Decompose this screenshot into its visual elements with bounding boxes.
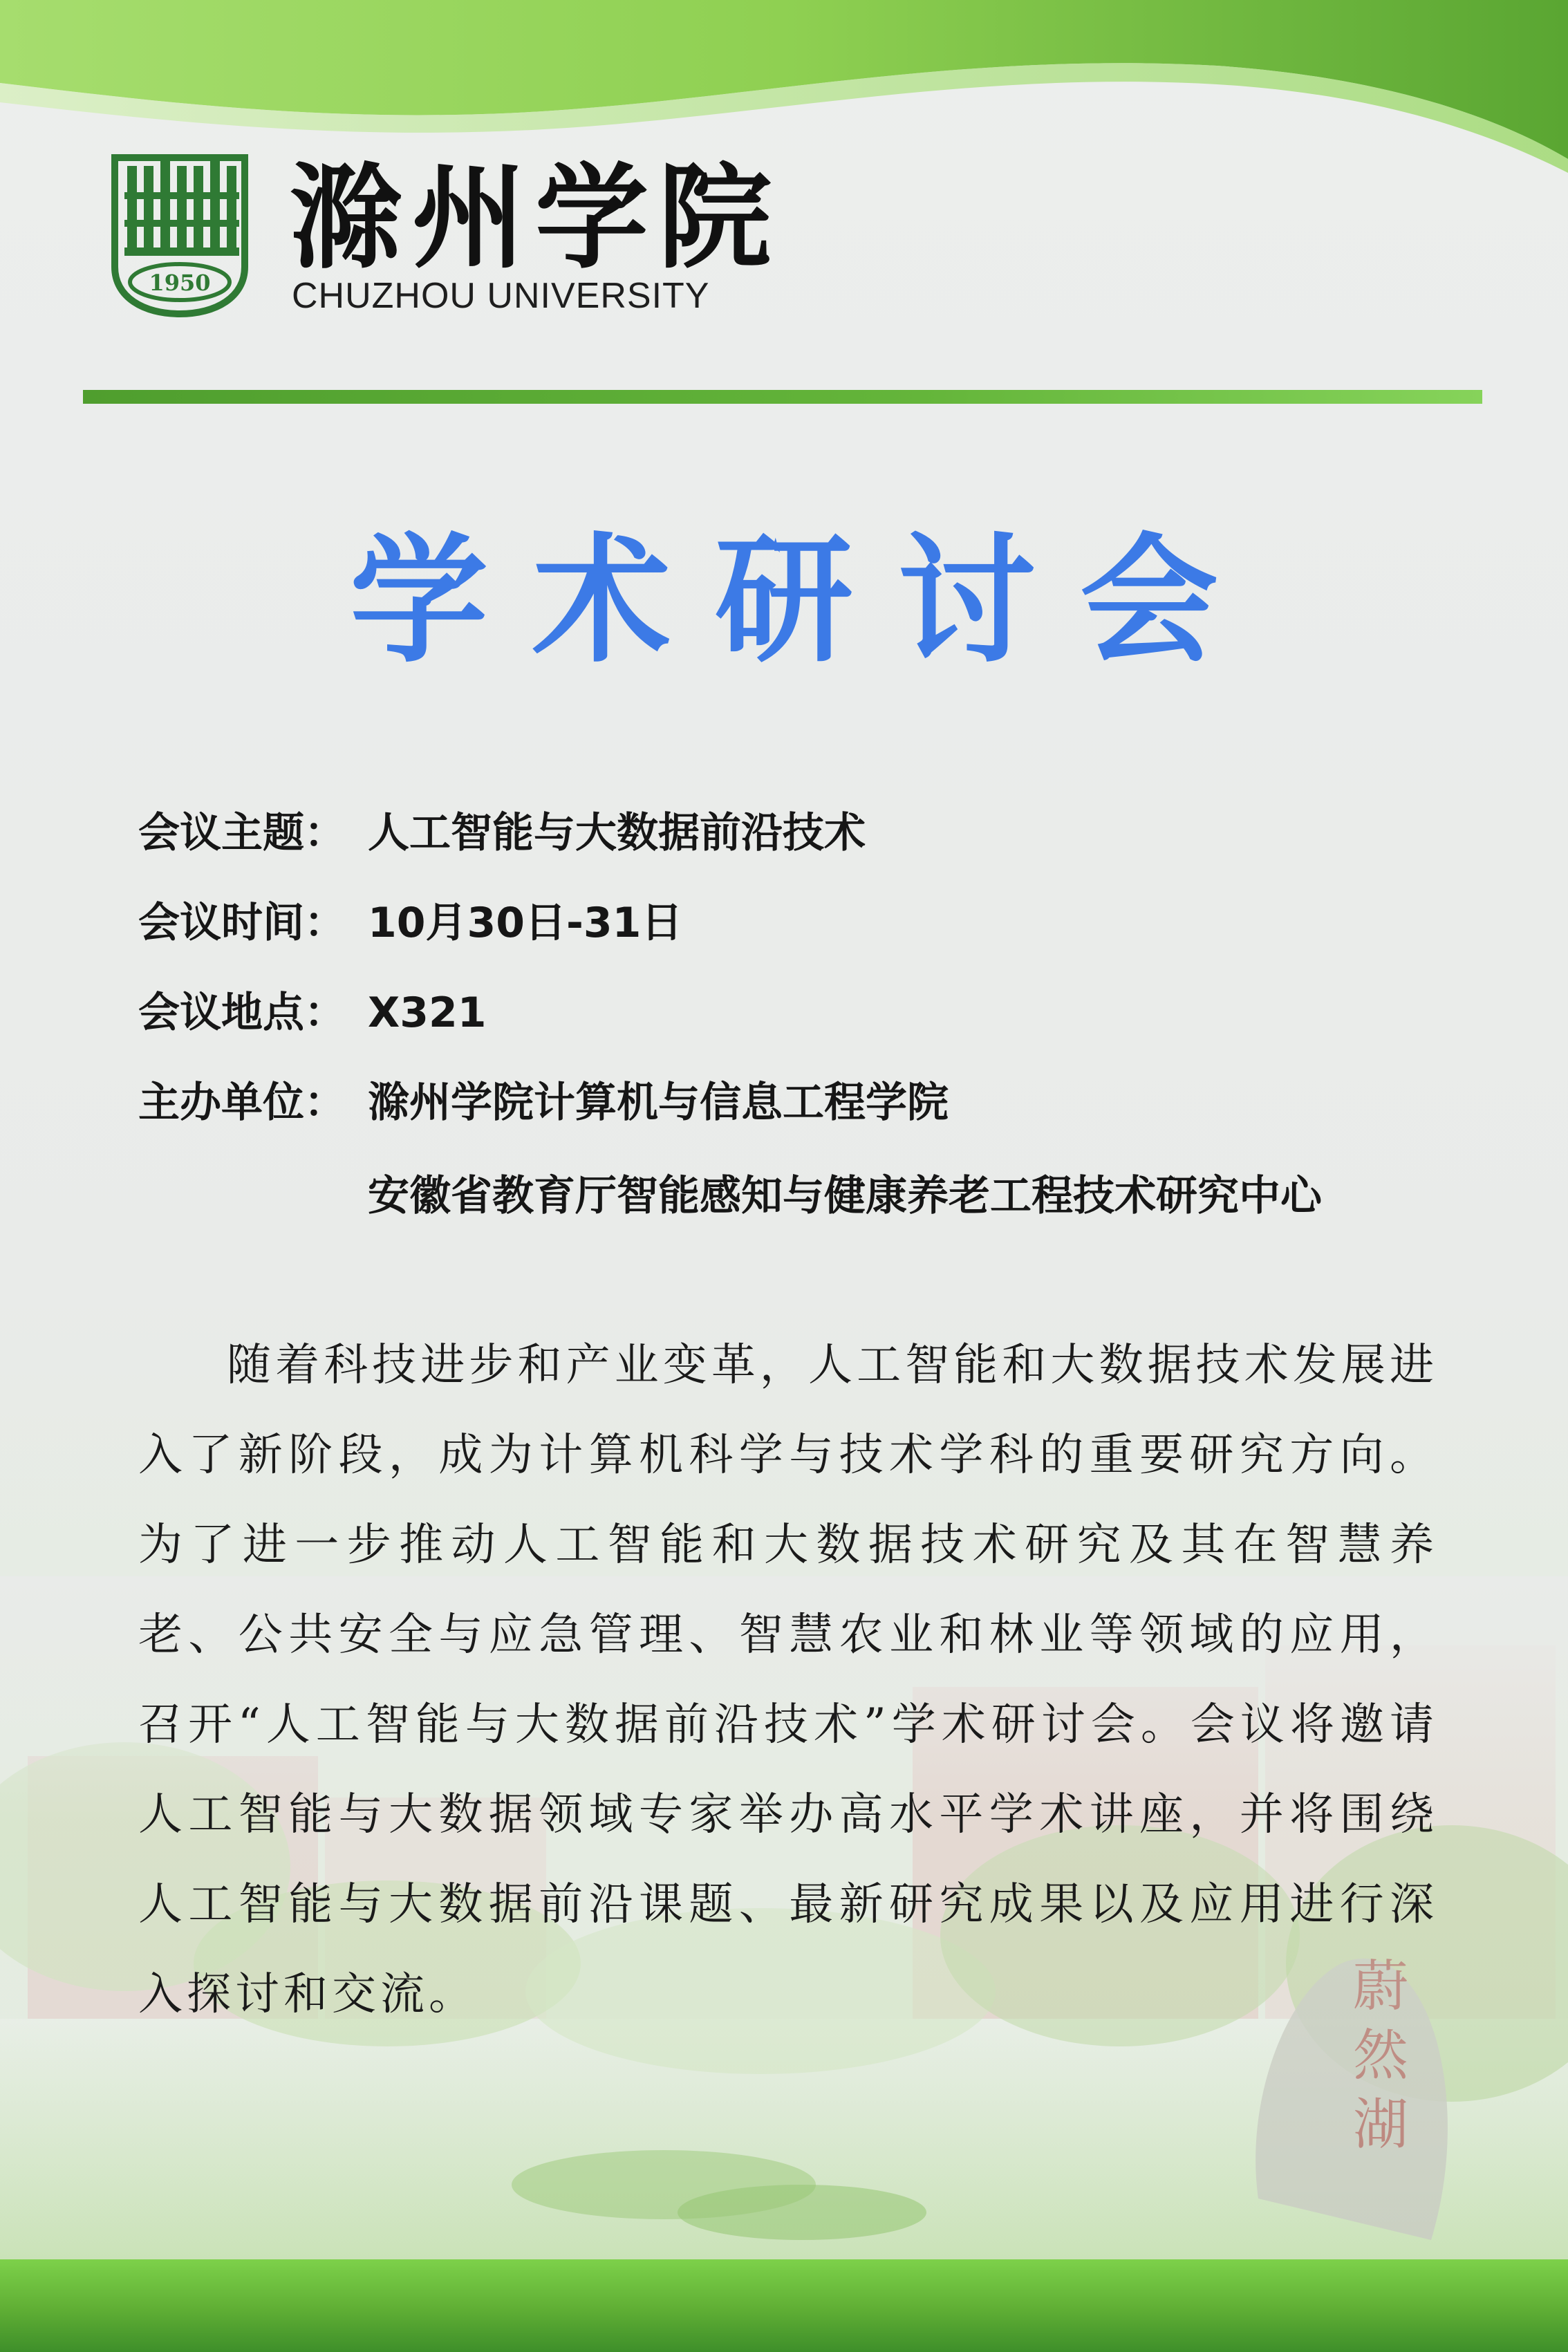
university-name-cn: 滁州学院 — [289, 151, 782, 284]
info-place — [138, 985, 487, 1047]
host-value-2: 安徽省教育厅智能感知与健康养老工程技术研究中心 — [368, 1172, 1322, 1220]
university-name-en: CHUZHOU UNIVERSITY — [292, 276, 710, 316]
info-host — [138, 1075, 949, 1137]
poster-title: 学术研讨会 — [349, 521, 1262, 682]
bottom-green-bar — [0, 2259, 1568, 2352]
place-label: 会议地点： — [138, 989, 346, 1037]
place-value: X321 — [368, 989, 487, 1037]
topic-value: 人工智能与大数据前沿技术 — [368, 809, 866, 857]
time-label: 会议时间： — [138, 899, 346, 947]
info-time — [138, 895, 682, 958]
host-value-1: 滁州学院计算机与信息工程学院 — [368, 1079, 949, 1127]
header-divider — [83, 390, 1482, 404]
topic-label: 会议主题： — [138, 809, 346, 857]
university-logo-icon — [111, 151, 249, 318]
description-paragraph: 随着科技进步和产业变革，人工智能和大数据技术发展进入了新阶段，成为计算机科学与技术学科的重要研究方向。为了进一步推动人工智能和大数据技术研究及其在智慧养老、公共安全与应急管理、智慧农业和林业等领域的应用，召开“人工智能与大数据前沿技术”学术研讨会。会议将邀请人工智能与大数据领域专家举办高水平学术讲座，并将围绕人工智能与大数据前沿课题、最新研究成果以及应用进行深入探讨和交流。 — [138, 1340, 1438, 2020]
info-topic — [138, 805, 866, 868]
description — [138, 1320, 1438, 2040]
time-value: 10月30日-31日 — [368, 899, 683, 947]
logo-year: 1950 — [149, 270, 211, 296]
host-label: 主办单位： — [138, 1079, 346, 1127]
